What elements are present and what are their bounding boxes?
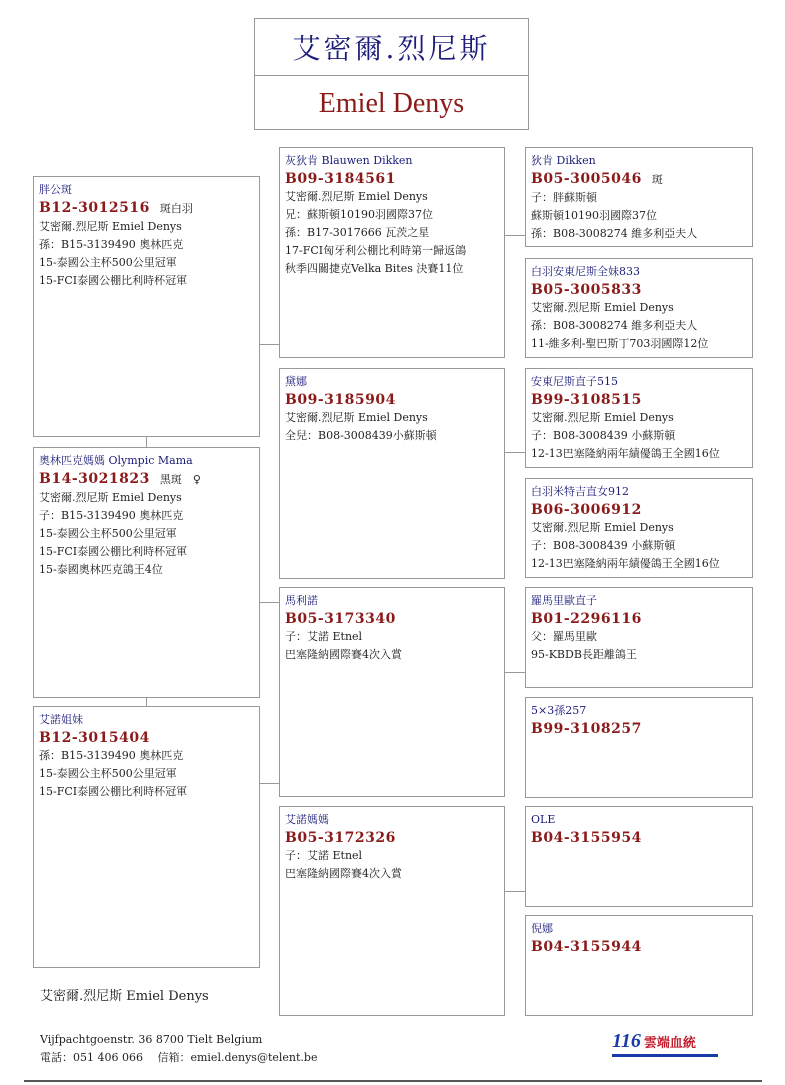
info-line: 孫：B15-3139490 奧林匹克 — [39, 749, 184, 762]
gg1-color: 斑 — [651, 173, 663, 186]
info-line: 11-維多利-聖巴斯丁703羽國際12位 — [531, 337, 709, 350]
gg6-name: 5×3孫257 — [531, 704, 587, 717]
gg4-card — [525, 478, 753, 578]
gg7-card — [525, 806, 753, 907]
gg8-card — [525, 915, 753, 1016]
connector — [504, 452, 525, 453]
gg5-card — [525, 587, 753, 688]
gg5-ring: B01-2296116 — [531, 611, 642, 627]
info-line: 孫：B17-3017666 瓦茨之星 — [285, 226, 430, 239]
logo-underline — [612, 1054, 718, 1057]
gg7-ring: B04-3155954 — [531, 830, 642, 846]
connector — [259, 344, 279, 345]
info-line: 15-泰國公主杯500公里冠軍 — [39, 767, 177, 780]
gg4-name: 白羽米特吉直女912 — [531, 485, 629, 498]
info-line: 艾密爾.烈尼斯 Emiel Denys — [39, 491, 182, 504]
sister-name: 艾諾姐妹 — [39, 713, 83, 726]
connector — [504, 672, 525, 673]
gg1-card — [525, 147, 753, 247]
gg8-name: 倪娜 — [531, 922, 553, 935]
sire2-name: 馬利諾 — [285, 594, 318, 607]
info-line: 子：艾諾 Etnel — [285, 849, 363, 862]
info-line: 巴塞隆納國際賽4次入賞 — [285, 867, 402, 880]
pedigree-subject-card — [33, 176, 260, 437]
phone-email: 電話：051 406 066 信箱：emiel.denys@telent.be — [40, 1051, 318, 1064]
gg6-card — [525, 697, 753, 798]
dam-ring: B09-3185904 — [285, 392, 396, 408]
info-line: 95-KBDB長距離鴿王 — [531, 648, 637, 661]
subject-ring: B12-3012516 — [39, 200, 150, 216]
info-line: 12-13巴塞隆納兩年績優鴿王全國16位 — [531, 557, 720, 570]
breeder-name: 艾密爾.烈尼斯 Emiel Denys — [40, 989, 209, 1004]
info-line: 15-泰國公主杯500公里冠軍 — [39, 256, 177, 269]
title-box — [254, 18, 529, 130]
site-logo — [612, 1030, 696, 1053]
dam2-ring: B05-3172326 — [285, 830, 396, 846]
sire-name: 灰狄肯 Blauwen Dikken — [285, 154, 413, 167]
logo-text: 雲端血統 — [643, 1036, 696, 1051]
gg2-ring: B05-3005833 — [531, 282, 642, 298]
gg2-card — [525, 258, 753, 358]
sire2-card — [279, 587, 505, 797]
info-line: 艾密爾.烈尼斯 Emiel Denys — [531, 301, 674, 314]
info-line: 全兒：B08-3008439小蘇斯頓 — [285, 429, 437, 442]
logo-number: 116 — [612, 1030, 641, 1052]
bottom-divider — [24, 1080, 762, 1082]
info-line: 蘇斯頓10190羽國際37位 — [531, 209, 657, 222]
info-line: 子：胖蘇斯頓 — [531, 191, 597, 204]
info-line: 子：B15-3139490 奧林匹克 — [39, 509, 184, 522]
info-line: 15-FCI泰國公棚比利時杯冠軍 — [39, 274, 188, 287]
title-english: Emiel Denys — [318, 87, 465, 119]
gg4-ring: B06-3006912 — [531, 502, 642, 518]
sister-ring: B12-3015404 — [39, 730, 150, 746]
info-line: 巴塞隆納國際賽4次入賞 — [285, 648, 402, 661]
sire2-ring: B05-3173340 — [285, 611, 396, 627]
info-line: 子：B08-3008439 小蘇斯頓 — [531, 429, 676, 442]
sister-card — [33, 706, 260, 968]
gg1-name: 狄肯 Dikken — [531, 154, 596, 167]
gg7-name: OLE — [531, 813, 556, 826]
dam-subject-ring: B14-3021823 — [39, 471, 150, 487]
gg6-ring: B99-3108257 — [531, 721, 642, 737]
sire-card — [279, 147, 505, 358]
info-line: 兄：蘇斯頓10190羽國際37位 — [285, 208, 433, 221]
info-line: 15-FCI泰國公棚比利時杯冠軍 — [39, 785, 188, 798]
info-line: 孫：B15-3139490 奧林匹克 — [39, 238, 184, 251]
dam-subject-color: 黑斑 ♀ — [159, 473, 201, 486]
info-line: 子：B08-3008439 小蘇斯頓 — [531, 539, 676, 552]
dam2-name: 艾諾媽媽 — [285, 813, 329, 826]
info-line: 父：羅馬里歐 — [531, 630, 597, 643]
sire-ring: B09-3184561 — [285, 171, 396, 187]
title-chinese: 艾密爾.烈尼斯 — [255, 19, 528, 76]
info-line: 15-泰國公主杯500公里冠軍 — [39, 527, 177, 540]
info-line: 孫：B08-3008274 維多利亞夫人 — [531, 319, 698, 332]
dam-subject-card — [33, 447, 260, 698]
gg3-name: 安東尼斯直子515 — [531, 375, 618, 388]
dam-name: 黛娜 — [285, 375, 307, 388]
contact-info — [40, 1031, 317, 1067]
info-line: 子：艾諾 Etnel — [285, 630, 363, 643]
info-line: 艾密爾.烈尼斯 Emiel Denys — [285, 411, 428, 424]
connector — [504, 891, 525, 892]
subject-color: 斑白羽 — [159, 202, 193, 215]
dam2-card — [279, 806, 505, 1016]
info-line: 艾密爾.烈尼斯 Emiel Denys — [285, 190, 428, 203]
gg1-ring: B05-3005046 — [531, 171, 642, 187]
info-line: 12-13巴塞隆納兩年績優鴿王全國16位 — [531, 447, 720, 460]
info-line: 艾密爾.烈尼斯 Emiel Denys — [531, 411, 674, 424]
gg3-ring: B99-3108515 — [531, 392, 642, 408]
gg8-ring: B04-3155944 — [531, 939, 642, 955]
dam-card — [279, 368, 505, 579]
connector — [504, 235, 525, 236]
gg2-name: 白羽安東尼斯全妹833 — [531, 265, 640, 278]
info-line: 秋季四關捷克Velka Bites 決賽11位 — [285, 262, 464, 275]
dam-subject-name: 奧林匹克媽媽 Olympic Mama — [39, 454, 193, 467]
address: Vijfpachtgoenstr. 36 8700 Tielt Belgium — [40, 1033, 263, 1046]
info-line: 17-FCI匈牙利公棚比利時第一歸返鴿 — [285, 244, 467, 257]
info-line: 15-泰國奧林匹克鴿王4位 — [39, 563, 163, 576]
info-line: 艾密爾.烈尼斯 Emiel Denys — [531, 521, 674, 534]
info-line: 15-FCI泰國公棚比利時杯冠軍 — [39, 545, 188, 558]
info-line: 艾密爾.烈尼斯 Emiel Denys — [39, 220, 182, 233]
subject-name: 胖公斑 — [39, 183, 72, 196]
connector — [259, 602, 279, 603]
gg5-name: 羅馬里歐直子 — [531, 594, 597, 607]
info-line: 孫：B08-3008274 維多利亞夫人 — [531, 227, 698, 240]
gg3-card — [525, 368, 753, 468]
connector — [259, 783, 279, 784]
